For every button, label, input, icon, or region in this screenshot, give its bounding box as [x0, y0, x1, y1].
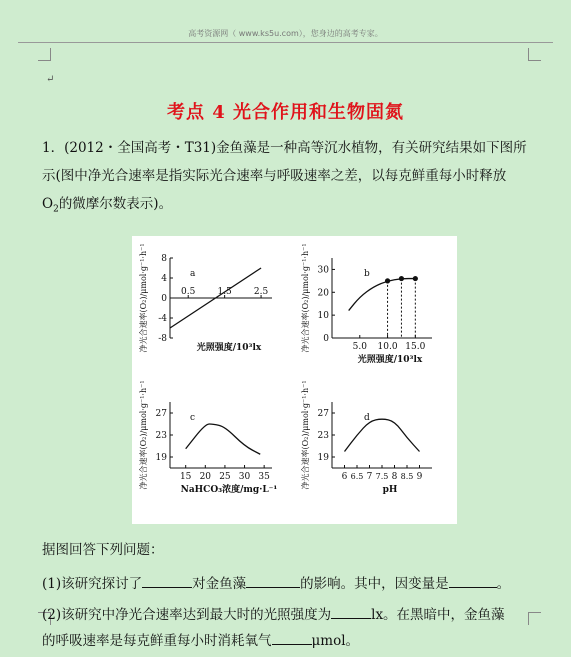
- panel-a-y-axis-label: 净光合速率(O₂)/μmol·g⁻¹·h⁻¹: [139, 243, 148, 353]
- panel-d-x-minor-tick-label: 7.5: [375, 472, 389, 481]
- panel-d-x-tick-label: 9: [416, 472, 423, 482]
- panel-a-y-tick-label: -8: [158, 334, 167, 344]
- answer-blank-5[interactable]: [272, 630, 312, 645]
- panel-a-x-tick-label: 0.5: [181, 287, 196, 297]
- panel-b-y-tick-label: 20: [317, 288, 329, 299]
- panel-d-x-minor-tick-label: 6.5: [350, 472, 364, 481]
- panel-c-y-tick-label: 27: [155, 409, 167, 419]
- panel-c-y-tick-label: 19: [155, 453, 167, 463]
- panel-d-y-tick-label: 27: [317, 409, 329, 419]
- panel-c-x-tick-label: 20: [199, 472, 212, 482]
- question-line-3: $O_2$的微摩尔数表示)。: [42, 196, 173, 215]
- panel-b-x-tick-label: 5.0: [352, 342, 367, 352]
- panel-a-y-tick-label: -4: [158, 314, 167, 324]
- panel-c-x-tick-label: 25: [219, 472, 231, 482]
- panel-b-data-point: [413, 276, 418, 281]
- panel-b-y-tick-label: 0: [323, 334, 329, 344]
- panel-c-y-axis-label: 净光合速率(O₂)/μmol·g⁻¹·h⁻¹: [139, 380, 148, 490]
- panel-d-y-axis-label: 净光合速率(O₂)/μmol·g⁻¹·h⁻¹: [301, 380, 310, 490]
- panel-d-series-line: [345, 419, 420, 451]
- panel-b-series-line: [349, 279, 416, 311]
- panel-b-x-tick-label: 10.0: [377, 342, 398, 352]
- panel-b-y-axis-label: 净光合速率(O₂)/μmol·g⁻¹·h⁻¹: [301, 243, 310, 353]
- panel-c-x-tick-label: 15: [179, 472, 192, 482]
- panel-a-x-axis-label: 光照强度/10³lx: [196, 343, 262, 353]
- panel-d-y-tick-label: 19: [317, 453, 329, 463]
- panel-c-series-line: [186, 424, 261, 454]
- answer-blank-1[interactable]: [142, 573, 192, 588]
- prompt-text: 据图回答下列问题：: [42, 542, 164, 558]
- panel-d-x-tick-label: 7: [366, 472, 373, 482]
- panel-b-data-point: [399, 276, 404, 281]
- panel-d-x-axis-label: pH: [382, 485, 398, 495]
- page-header: 高考资源网（ www.ks5u.com），您身边的高考专家。: [188, 29, 383, 38]
- section-title: 考点 4 光合作用和生物固氮: [166, 102, 405, 123]
- panel-d-x-tick-label: 6: [341, 472, 348, 482]
- panel-b-y-tick-label: 10: [317, 311, 329, 322]
- panel-d-x-tick-label: 8: [391, 472, 398, 482]
- question-text: [42, 134, 542, 224]
- margin-corner-top-left: [38, 48, 51, 61]
- panel-a-label: a: [190, 269, 196, 279]
- paragraph-mark: ↵: [46, 74, 55, 85]
- panel-a-y-tick-label: 4: [161, 274, 167, 284]
- panel-d-y-tick-label: 23: [317, 431, 329, 441]
- question-2: (2)该研究中净光合速率达到最大时的光照强度为 lx。在黑暗中，金鱼藻 的呼吸速率是每克鲜重每小时消耗氧气 μmol。: [42, 602, 542, 654]
- panel-c-x-tick-label: 30: [238, 472, 251, 482]
- panel-b-x-tick-label: 15.0: [405, 342, 426, 352]
- figure-charts: [132, 236, 457, 524]
- panel-b-data-point: [385, 278, 390, 283]
- panel-c-y-tick-label: 23: [155, 431, 167, 441]
- answer-blank-4[interactable]: [331, 604, 371, 619]
- answer-blank-2[interactable]: [246, 573, 300, 588]
- panel-a-x-tick-label: 1.5: [217, 287, 232, 297]
- panel-a-y-tick-label: 0: [161, 294, 167, 304]
- panel-d-x-minor-tick-label: 8.5: [400, 472, 414, 481]
- margin-corner-top-right: [528, 48, 541, 61]
- panel-c-label: c: [190, 413, 196, 423]
- question-line-1: 1．(2012・全国高考・T31)金鱼藻是一种高等沉水植物，有关研究结果如下图所: [42, 140, 527, 156]
- answer-blank-3[interactable]: [449, 573, 497, 588]
- panel-b-x-axis-label: 光照强度/10³lx: [357, 355, 423, 365]
- header-rule: [18, 42, 553, 43]
- question-1: (1)该研究探讨了 对金鱼藻 的影响。其中，因变量是 。: [42, 570, 542, 598]
- question-line-2: 示(图中净光合速率是指实际光合速率与呼吸速率之差，以每克鲜重每小时释放: [42, 168, 507, 184]
- panel-a-x-tick-label: 2.5: [253, 287, 269, 297]
- panel-c-x-tick-label: 35: [258, 472, 270, 482]
- panel-b-y-tick-label: 30: [317, 265, 329, 276]
- panel-a-y-tick-label: 8: [161, 254, 167, 264]
- panel-d-label: d: [364, 413, 370, 423]
- panel-c-x-axis-label: NaHCO₃浓度/mg·L⁻¹: [180, 485, 278, 495]
- panel-b-label: b: [364, 269, 370, 279]
